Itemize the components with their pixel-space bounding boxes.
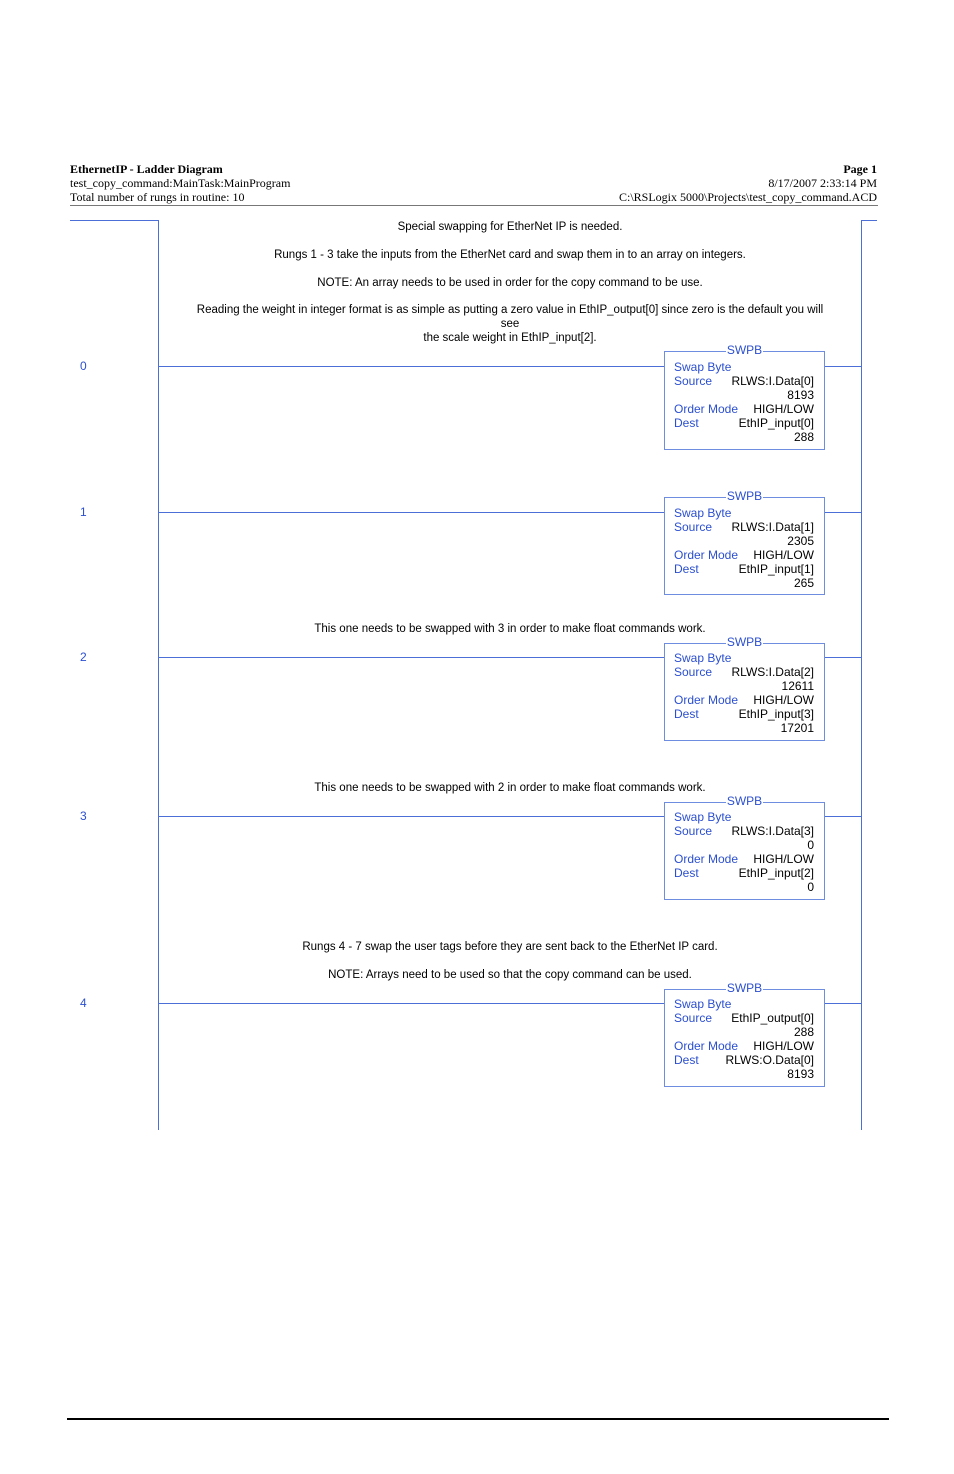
order-mode-label: Order Mode [674,402,739,416]
swpb-instruction[interactable] [664,794,825,900]
report-header-right [619,162,877,204]
source-tag[interactable]: RLWS:I.Data[2] [731,665,814,679]
order-mode-value[interactable]: HIGH/LOW [753,852,814,866]
dest-tag[interactable]: EthIP_input[1] [738,562,814,576]
instruction-mnemonic: SWPB [726,635,763,649]
instruction-name: Swap Byte [674,810,732,824]
rung-comment: NOTE: Arrays need to be used so that the copy command can be used. [328,969,692,981]
swpb-instruction[interactable] [664,489,825,595]
footer-divider [67,1418,889,1420]
header-divider [70,205,878,206]
source-value: 12611 [781,679,814,693]
rung-comment: NOTE: An array needs to be used in order for the copy command to be use. [317,277,703,289]
rung-comment: Reading the weight in integer format is as simple as putting a zero value in EthIP_output[0] since zero is the default you will [196,304,824,316]
rung-comment: This one needs to be swapped with 2 in order to make float commands work. [314,782,706,794]
source-label: Source [674,374,713,388]
order-mode-value[interactable]: HIGH/LOW [753,693,814,707]
dest-value: 265 [793,576,814,590]
rung-comment: Rungs 4 - 7 swap the user tags before they are sent back to the EtherNet IP card. [302,941,718,953]
rung-number: 3 [80,809,87,823]
instruction-mnemonic: SWPB [726,794,763,808]
page-number: Page 1 [843,162,877,176]
order-mode-label: Order Mode [674,1039,739,1053]
source-label: Source [674,665,713,679]
dest-label: Dest [674,707,699,721]
source-label: Source [674,824,713,838]
project-file-path: C:\RSLogix 5000\Projects\test_copy_command.ACD [619,190,877,204]
order-mode-value[interactable]: HIGH/LOW [753,1039,814,1053]
source-label: Source [674,520,713,534]
order-mode-label: Order Mode [674,548,739,562]
dest-tag[interactable]: EthIP_input[3] [738,707,814,721]
instruction-name: Swap Byte [674,506,732,520]
left-power-rail [158,220,159,1130]
right-rail-stub [861,220,877,221]
swpb-instruction[interactable] [664,343,825,450]
source-label: Source [674,1011,713,1025]
rung-comment: see [500,318,520,330]
instruction-name: Swap Byte [674,651,732,665]
instruction-mnemonic: SWPB [726,343,763,357]
rung-number: 1 [80,505,87,519]
rung-number: 2 [80,650,87,664]
program-path: test_copy_command:MainTask:MainProgram [70,176,291,190]
report-title: EthernetIP - Ladder Diagram [70,162,223,176]
rung-count: Total number of rungs in routine: 10 [70,190,245,204]
instruction-name: Swap Byte [674,997,732,1011]
instruction-name: Swap Byte [674,360,732,374]
swpb-instruction[interactable] [664,981,825,1087]
swpb-instruction[interactable] [664,635,825,741]
dest-value: 8193 [787,1067,814,1081]
source-value: 2305 [787,534,814,548]
dest-value: 288 [793,430,814,444]
dest-value: 17201 [780,721,814,735]
source-value: 8193 [787,388,814,402]
dest-tag[interactable]: EthIP_input[2] [738,866,814,880]
rung-comment: This one needs to be swapped with 3 in order to make float commands work. [314,623,706,635]
source-value: 288 [793,1025,814,1039]
source-tag[interactable]: RLWS:I.Data[1] [731,520,814,534]
dest-label: Dest [674,562,699,576]
right-power-rail [861,220,862,1130]
dest-label: Dest [674,866,699,880]
dest-label: Dest [674,416,699,430]
rung-number: 0 [80,359,87,373]
instruction-mnemonic: SWPB [726,981,763,995]
rung-comment: Special swapping for EtherNet IP is needed. [397,221,623,233]
dest-tag[interactable]: RLWS:O.Data[0] [725,1053,814,1067]
rung-comment: Rungs 1 - 3 take the inputs from the EtherNet card and swap them in to an array on integers. [274,249,746,261]
source-tag[interactable]: RLWS:I.Data[3] [731,824,814,838]
rung-number: 4 [80,996,87,1010]
left-rail-stub [70,220,158,221]
print-timestamp: 8/17/2007 2:33:14 PM [768,176,877,190]
dest-value: 0 [807,880,814,894]
order-mode-label: Order Mode [674,852,739,866]
source-value: 0 [807,838,814,852]
report-header-left [70,162,290,204]
dest-label: Dest [674,1053,699,1067]
order-mode-value[interactable]: HIGH/LOW [753,548,814,562]
source-tag[interactable]: EthIP_output[0] [731,1011,814,1025]
rung-comment: the scale weight in EthIP_input[2]. [423,332,597,344]
order-mode-label: Order Mode [674,693,739,707]
dest-tag[interactable]: EthIP_input[0] [738,416,814,430]
order-mode-value[interactable]: HIGH/LOW [753,402,814,416]
source-tag[interactable]: RLWS:I.Data[0] [731,374,814,388]
instruction-mnemonic: SWPB [726,489,763,503]
